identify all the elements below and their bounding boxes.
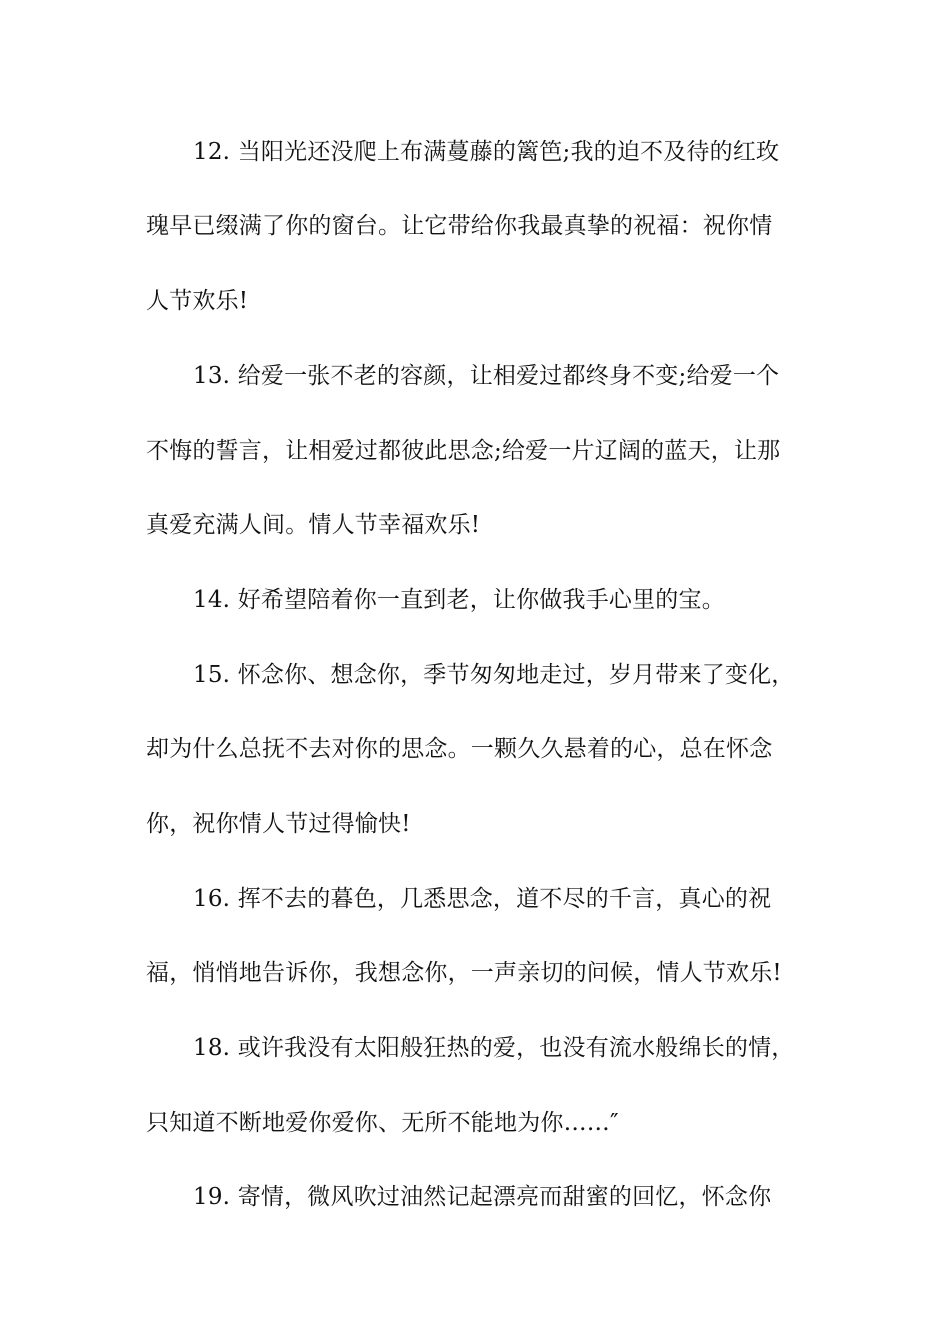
text-line: 人节欢乐! bbox=[146, 288, 249, 314]
text-line: 不悔的誓言，让相爱过都彼此思念;给爱一片辽阔的蓝天，让那 bbox=[146, 438, 781, 464]
text-line: 只知道不断地爱你爱你、无所不能地为你……″ bbox=[146, 1110, 619, 1136]
text-line: 19. 寄情，微风吹过油然记起漂亮而甜蜜的回忆，怀念你 bbox=[193, 1184, 772, 1210]
text-line: 你，祝你情人节过得愉快! bbox=[146, 811, 411, 837]
text-line: 15. 怀念你、想念你，季节匆匆地走过，岁月带来了变化， bbox=[193, 662, 795, 688]
text-line: 福，悄悄地告诉你，我想念你，一声亲切的问候，情人节欢乐! bbox=[146, 960, 782, 986]
text-line: 却为什么总抚不去对你的思念。一颗久久悬着的心，总在怀念 bbox=[146, 736, 773, 762]
text-line: 12. 当阳光还没爬上布满蔓藤的篱笆;我的迫不及待的红玫 bbox=[193, 139, 780, 165]
text-line: 真爱充满人间。情人节幸福欢乐! bbox=[146, 512, 481, 538]
text-line: 18. 或许我没有太阳般狂热的爱，也没有流水般绵长的情， bbox=[193, 1035, 795, 1061]
text-line: 16. 挥不去的暮色，几悉思念，道不尽的千言，真心的祝 bbox=[193, 886, 772, 912]
text-line: 14. 好希望陪着你一直到老，让你做我手心里的宝。 bbox=[193, 587, 725, 613]
text-line: 13. 给爱一张不老的容颜，让相爱过都终身不变;给爱一个 bbox=[193, 363, 780, 389]
text-line: 瑰早已缀满了你的窗台。让它带给你我最真挚的祝福：祝你情 bbox=[146, 213, 773, 239]
